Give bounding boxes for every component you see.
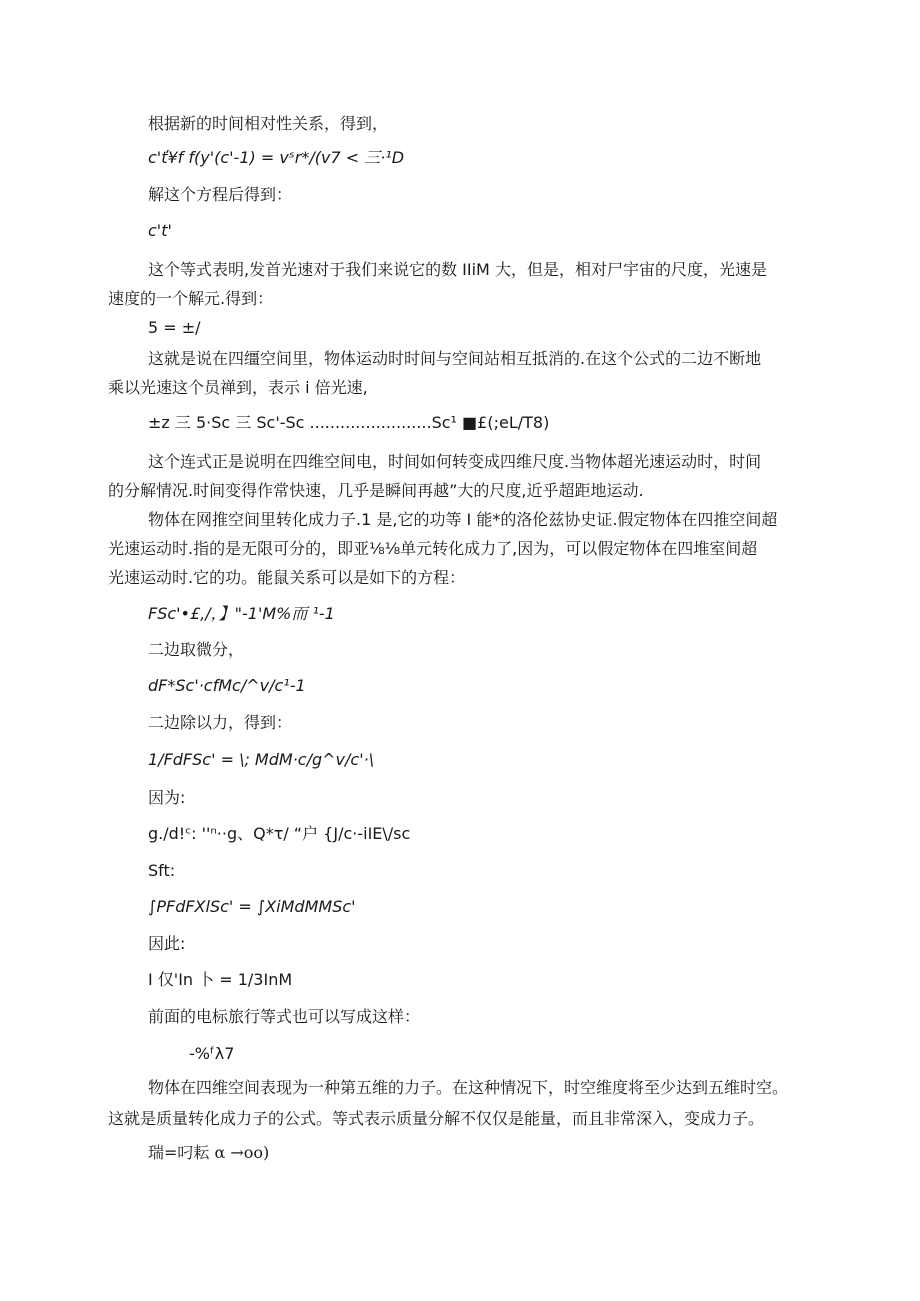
text-line-18: 物体在四维空间表现为一种第五维的力子。在这种情况下，时空维度将至少达到五维时空。 [148, 1078, 789, 1097]
text-line-1: 根据新的时间相对性关系，得到， [148, 114, 389, 133]
text-line-12: 二边取微分， [148, 640, 245, 659]
text-line-7: 这个连式正是说明在四维空间电，时间如何转变成四维尺度.当物体超光速运动时，时间 [148, 452, 762, 471]
text-line-3: 这个等式表明,发首光速对于我们来说它的数 IIiM 大，但是，相对尸宇宙的尺度，光速是 [148, 260, 767, 279]
text-line-17: 前面的电标旅行等式也可以写成这样： [148, 1007, 421, 1026]
equation-line-10: I 仅'In 卜 = 1/3InM [148, 970, 293, 989]
text-line-4: 速度的一个解元.得到： [108, 289, 274, 308]
text-line-5: 这就是说在四缰空间里，物体运动时时间与空间站相互抵消的.在这个公式的二边不断地 [148, 349, 762, 368]
equation-line-6: dF*Sc'·cfMc/^v/c¹-1 [148, 676, 306, 695]
text-line-13: 二边除以力，得到： [148, 713, 293, 732]
equation-line-7: 1/FdFSc' = \; MdM·c/g^v/c'·\ [148, 750, 375, 769]
text-line-6: 乘以光速这个员禅到，表示 i 倍光速, [108, 378, 368, 397]
text-line-15: Sft: [148, 861, 176, 880]
equation-line-1: c'ť¥f f(y'(c'-1) = vˢr*/(v7 < 三·¹D [148, 148, 405, 167]
text-line-8: 的分解情况.时间变得作常快速，几乎是瞬间再越”大的尺度,近乎超距地运动. [108, 481, 644, 500]
text-line-10: 光速运动时.指的是无限可分的，即亚⅛⅛单元转化成力了,因为，可以假定物体在四堆室间超 [108, 539, 758, 558]
text-line-11: 光速运动时.它的功。能鼠关系可以是如下的方程： [108, 568, 466, 587]
text-line-16: 因此: [148, 934, 186, 953]
text-line-19: 这就是质量转化成力子的公式。等式表示质量分解不仅仅是能量，而且非常深入，变成力子。 [108, 1109, 765, 1128]
equation-line-4: ±z 三 5·Sc 三 Sc'-Sc ........................Sc¹ ■£(;eL/T8) [148, 413, 550, 432]
text-line-14: 因为: [148, 788, 186, 807]
equation-line-3: 5 = ±/ [148, 318, 201, 337]
text-line-9: 物体在网推空间里转化成力子.1 是,它的功等 I 能*的洛伦兹协史证.假定物体在四推空间超 [148, 510, 778, 529]
equation-line-8: g./d!ᶜ: ''ⁿ··g、Q*τ/ “户 {J/c·-iIE\/sc [148, 824, 411, 843]
text-line-2: 解这个方程后得到： [148, 185, 293, 204]
equation-line-5: FSc'•£,/，】"-1'M%而 ¹-1 [148, 604, 335, 623]
equation-line-9: ∫PFdFXlSc' = ∫XiMdMMSc' [148, 897, 356, 916]
equation-line-2: c't' [148, 221, 172, 240]
equation-line-11: -%ᶠλ7 [189, 1044, 235, 1063]
text-line-20: 瑞=叼耘 α →oo) [148, 1143, 270, 1162]
